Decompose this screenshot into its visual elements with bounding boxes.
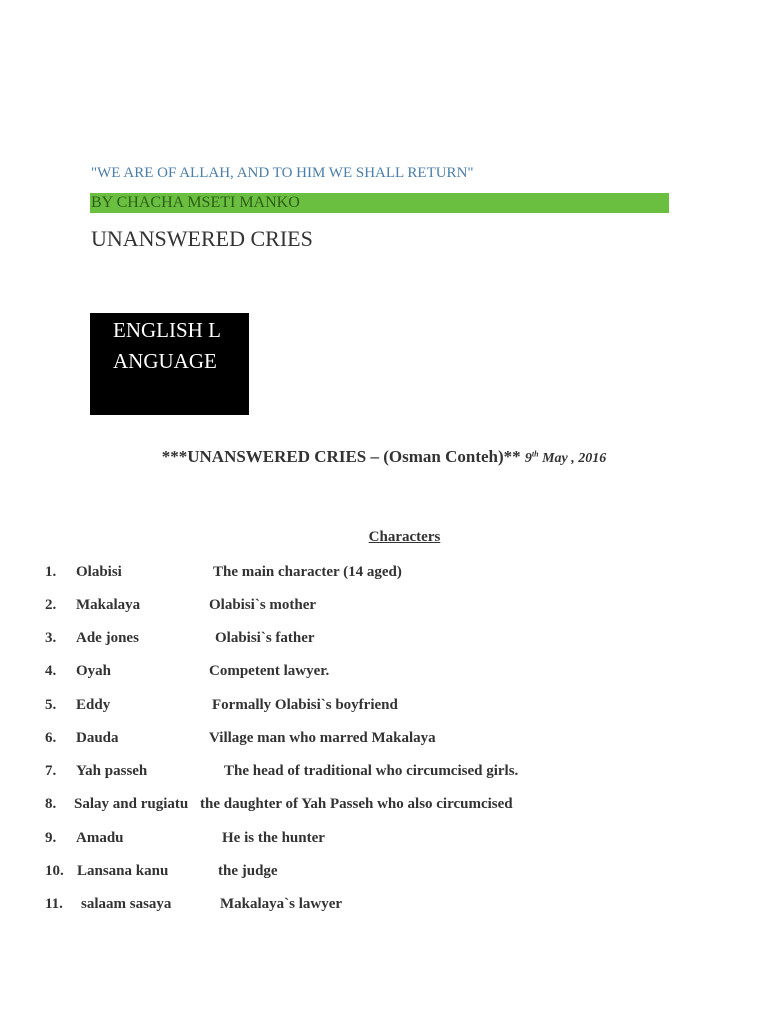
item-description: the judge <box>218 863 278 879</box>
item-name: Oyah <box>76 663 112 679</box>
item-name: Dauda <box>76 730 119 746</box>
heading-text: ***UNANSWERED CRIES – (Osman Conteh)** <box>161 447 521 466</box>
item-name: Makalaya <box>76 597 141 613</box>
item-description: The head of traditional who circumcised girls. <box>224 763 519 779</box>
item-description: Formally Olabisi`s boyfriend <box>212 697 398 713</box>
item-name: Olabisi <box>76 564 122 580</box>
item-number: 8. <box>45 796 57 812</box>
item-description: Olabisi`s father <box>215 630 315 646</box>
item-number: 11. <box>45 896 63 912</box>
item-number: 4. <box>45 663 57 679</box>
item-number: 5. <box>45 697 57 713</box>
item-description: The main character (14 aged) <box>213 564 402 580</box>
item-description: Village man who marred Makalaya <box>209 730 436 746</box>
item-description: Makalaya`s lawyer <box>220 896 343 912</box>
epigraph-quote: "WE ARE OF ALLAH, AND TO HIM WE SHALL RETURN" <box>91 165 474 181</box>
item-number: 10. <box>45 863 64 879</box>
date-day: 9 <box>524 451 532 466</box>
item-name: Amadu <box>76 830 124 846</box>
language-label: ENGLISH LANGUAGE <box>113 318 221 373</box>
item-number: 6. <box>45 730 57 746</box>
item-number: 7. <box>45 763 57 779</box>
date-rest: May , 2016 <box>538 451 607 466</box>
item-name: salaam sasaya <box>81 896 172 912</box>
item-number: 9. <box>45 830 57 846</box>
item-name: Yah passeh <box>76 763 148 779</box>
date-suffix: th <box>531 449 539 459</box>
item-description: the daughter of Yah Passeh who also circumcised <box>200 796 513 812</box>
item-name: Lansana kanu <box>77 863 169 879</box>
item-description: He is the hunter <box>222 830 325 846</box>
item-name: Salay and rugiatu <box>74 796 189 812</box>
item-description: Competent lawyer. <box>209 663 330 679</box>
item-name: Eddy <box>76 697 111 713</box>
document-title: UNANSWERED CRIES <box>91 226 313 251</box>
item-number: 2. <box>45 597 57 613</box>
characters-title: Characters <box>368 529 441 545</box>
item-number: 1. <box>45 564 57 580</box>
item-name: Ade jones <box>76 630 139 646</box>
author-line: BY CHACHA MSETI MANKO <box>91 194 300 211</box>
item-number: 3. <box>45 630 57 646</box>
item-description: Olabisi`s mother <box>209 597 317 613</box>
